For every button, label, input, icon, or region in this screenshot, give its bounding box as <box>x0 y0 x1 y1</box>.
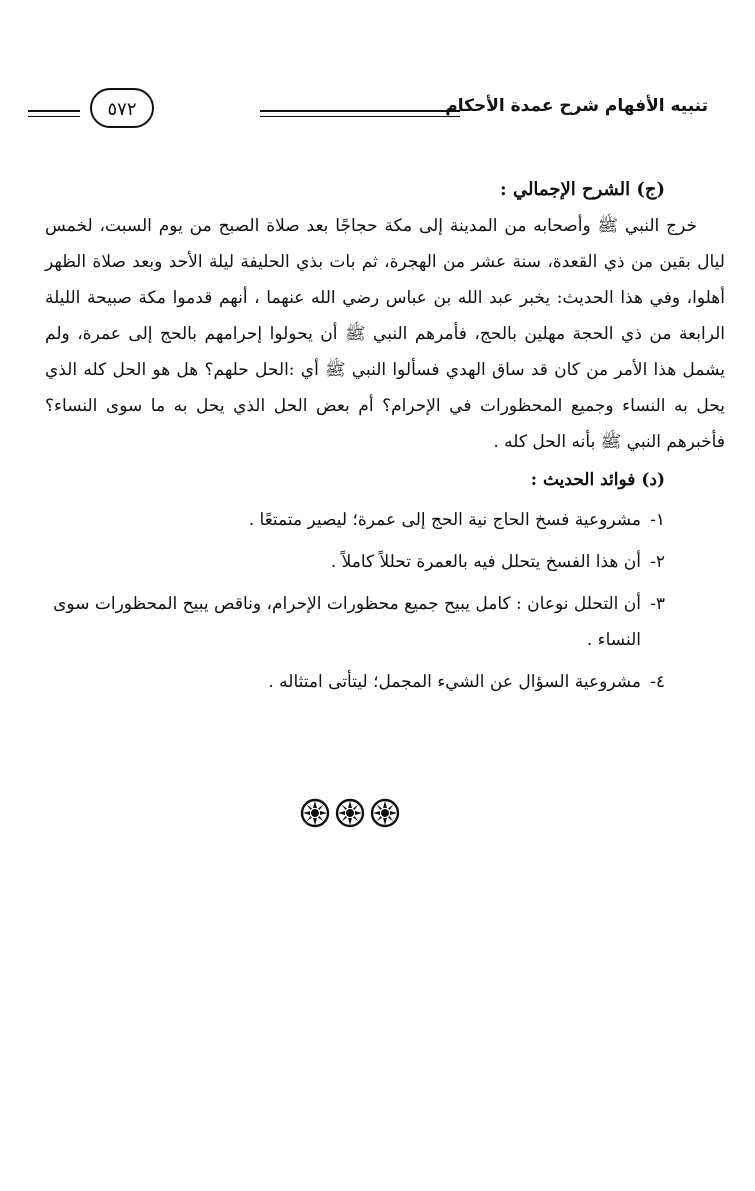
header-rule-thick <box>260 110 460 112</box>
page-number: ٥٧٢ <box>90 88 154 128</box>
list-item-number: ٢- <box>650 552 665 572</box>
header-rule-left-thin <box>28 116 80 117</box>
page-content <box>45 172 725 706</box>
list-item-number: ٣- <box>650 594 665 614</box>
section-c-paragraph: خرج النبي ﷺ وأصحابه من المدينة إلى مكة حجاجًا بعد صلاة الصبح من يوم السبت، لخمس ليال بقين من ذي القعدة، سنة عشر من الهجرة، ثم بات بذي الحليفة ليلة الأحد وبعد صلاة الظهر أهلوا، وفي هذا الحديث: يخبر عبد الله بن عباس رضي الله عنهما ، أنهم قدموا مكة صبيحة الليلة الرابعة من ذي الحجة مهلين بالحج، فأمرهم النبي ﷺ أن يحولوا إحرامهم بالحج إلى عمرة، ولم يشمل هذا الأمر من كان قد ساق الهدي فسألوا النبي ﷺ أي :الحل حلهم؟ هل هو الحل كله الذي يحل به النساء وجميع المحظورات في الإحرام؟ أم بعض الحل الذي يحل به ما سوى النساء؟ فأخبرهم النبي ﷺ بأنه الحل كله . <box>45 216 725 452</box>
star-ornament-icon <box>370 798 400 828</box>
list-item-number: ١- <box>650 510 665 530</box>
list-item-number: ٤- <box>650 672 665 692</box>
section-end-ornament <box>300 796 400 830</box>
page-header <box>28 80 708 140</box>
star-ornament-icon <box>335 798 365 828</box>
list-item-text: مشروعية السؤال عن الشيء المجمل؛ ليتأتى امتثاله . <box>268 672 641 692</box>
list-item <box>45 586 725 658</box>
section-d-heading: (د) فوائد الحديث : <box>530 470 665 490</box>
list-item-text: أن هذا الفسخ يتحلل فيه بالعمرة تحللاً كاملاً . <box>330 552 641 572</box>
list-item-text: أن التحلل نوعان : كامل يبيح جميع محظورات الإحرام، وناقص يبيح المحظورات سوى النساء . <box>53 594 641 650</box>
book-title: تنبيه الأفهام شرح عمدة الأحكام <box>445 96 708 116</box>
benefits-list <box>45 502 725 700</box>
list-item <box>45 502 725 538</box>
section-c-heading: (ج) الشرح الإجمالي : <box>500 179 665 200</box>
list-item <box>45 544 725 580</box>
list-item-text: مشروعية فسخ الحاج نية الحج إلى عمرة؛ ليصير متمتعًا . <box>248 510 641 530</box>
header-rule-thin <box>260 116 460 117</box>
list-item <box>45 664 725 700</box>
star-ornament-icon <box>300 798 330 828</box>
header-rule-left-thick <box>28 110 80 112</box>
